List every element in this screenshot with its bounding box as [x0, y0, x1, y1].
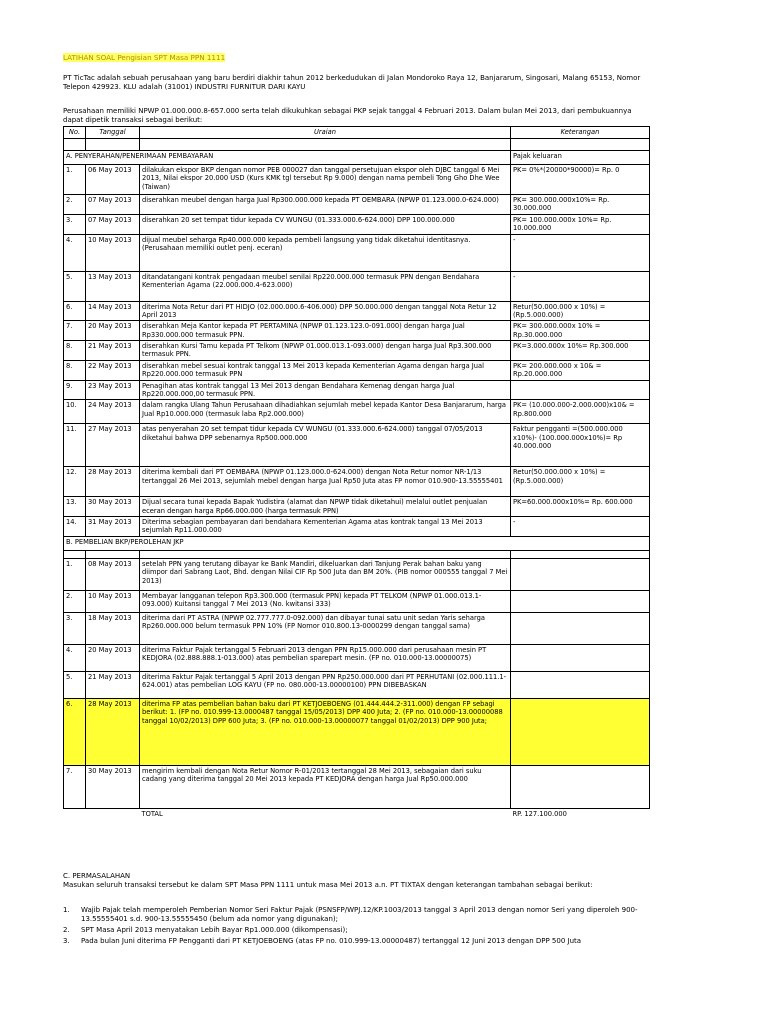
row-date: 07 May 2013 [86, 214, 140, 234]
row-description: diterima FP atas pembelian bahan baku dari PT KETJOEBOENG (01.444.444.2-311.000) dengan FP sebagi berikut: 1. (FP no. 010.999-13.0000487 tanggal 15/05/2013) DPP 400 Juta; 2. (FP no. 010.000-13.00000088 tanggal 10/02/2013) DPP 600 Juta; 3. (FP no. 010.000-13.00000077 tanggal 01/02/2013) DPP 900 Juta; [140, 698, 511, 765]
section-c-list [63, 906, 663, 948]
row-date: 30 May 2013 [86, 765, 140, 808]
row-number: 3. [64, 612, 86, 644]
document-title: LATIHAN SOAL Pengisian SPT Masa PPN 1111 [63, 53, 226, 62]
row-description: dijual meubel seharga Rp40.000.000 kepada pembeli langsung yang tidak diketahui identitasnya. (Perusahaan memiliki outlet penj. eceran) [140, 234, 511, 271]
row-description: diserahkan Meja Kantor kepada PT PERTAMINA (NPWP 01.123.123.0-091.000) dengan harga Jual Rp330.000.000 termasuk PPN. [140, 321, 511, 341]
row-note [511, 558, 650, 590]
row-date: 27 May 2013 [86, 424, 140, 467]
row-date: 24 May 2013 [86, 400, 140, 424]
table-row [64, 400, 650, 424]
table-row [64, 360, 650, 380]
row-number: 1. [64, 165, 86, 195]
list-item-number: 3. [63, 937, 70, 946]
section-a-label: A. PENYERAHAN/PENERIMAAN PEMBAYARAN [64, 151, 511, 165]
list-item [63, 937, 663, 946]
table-row [64, 644, 650, 671]
row-date: 08 May 2013 [86, 558, 140, 590]
table-row [64, 590, 650, 612]
row-note [511, 644, 650, 671]
list-item-number: 1. [63, 906, 70, 914]
row-description: Membayar langganan telepon Rp3.300.000 (termasuk PPN) kepada PT TELKOM (NPWP 01.000.013.1-093.000) Kuitansi tanggal 7 Mei 2013 (No. kwitansi 333) [140, 590, 511, 612]
row-date: 20 May 2013 [86, 321, 140, 341]
list-item-number: 2. [63, 926, 70, 935]
table-row [64, 698, 650, 765]
row-description: diserahkan 20 set tempat tidur kepada CV WUNGU (01.333.000.6-624.000) DPP 100.000.000 [140, 214, 511, 234]
total-row [64, 808, 650, 819]
row-description: diserahkan Kursi Tamu kepada PT Telkom (NPWP 01.000.013.1-093.000) dengan harga Jual Rp3.300.000 termasuk PPN. [140, 341, 511, 361]
row-description: diserahkan meubel dengan harga Jual Rp300.000.000 kepada PT OEMBARA (NPWP 01.123.000.0-624.000) [140, 195, 511, 215]
table-row [64, 517, 650, 537]
row-number: 2. [64, 195, 86, 215]
table-row [64, 497, 650, 517]
row-description: diterima kembali dari PT OEMBARA (NPWP 01.123.000.0-624.000) dengan Nota Retur nomor NR-1/13 tertanggal 26 Mei 2013, sejumlah mebel dengan harga Jual Rp50 Juta atas FP nomor 010.900-13.55555401 [140, 467, 511, 497]
row-description: diterima Faktur Pajak tertanggal 5 April 2013 dengan PPN Rp250.000.000 dari PT PERHUTANI (02.000.111.1-624.001) atas pembelian LOG KAYU (FP no. 080.000-13.00000100) PPN DIBEBASKAN [140, 671, 511, 698]
row-note [511, 698, 650, 765]
row-number: 1. [64, 558, 86, 590]
table-row [64, 321, 650, 341]
row-number: 3. [64, 214, 86, 234]
header-tanggal: Tanggal [86, 127, 140, 139]
row-note: PK= 100.000.000x 10%= Rp. 10.000.000 [511, 214, 650, 234]
row-number: 6. [64, 698, 86, 765]
row-number: 2. [64, 590, 86, 612]
table-row [64, 301, 650, 321]
row-note: Retur(50.000.000 x 10%) = (Rp.5.000.000) [511, 467, 650, 497]
section-b-label: B. PEMBELIAN BKP/PEROLEHAN JKP [64, 536, 650, 550]
table-row [64, 195, 650, 215]
row-note [511, 765, 650, 808]
row-note: Retur(50.000.000 x 10%) = (Rp.5.000.000) [511, 301, 650, 321]
section-b-row [64, 536, 650, 550]
row-number: 14. [64, 517, 86, 537]
row-note: - [511, 517, 650, 537]
table-row [64, 612, 650, 644]
row-description: setelah PPN yang terutang dibayar ke Bank Mandiri, dikeluarkan dari Tanjung Perak bahan baku yang diimpor dari Sabrang Laot, Bhd. dengan Nilai CIF Rp 500 Juta dan BM 20%. (PIB nomor 000555 tanggal 7 Mei 2013) [140, 558, 511, 590]
table-row [64, 214, 650, 234]
list-item-text: Wajib Pajak telah memperoleh Pemberian Nomor Seri Faktur Pajak (PSNSFP/WPJ.12/KP.1003/2013 tanggal 3 April 2013 dengan nomor Seri yang diperoleh 900-13.55555401 s.d. 900-13.55555450 (belum ada nomor yang digunakan); [81, 906, 638, 924]
transactions-table [63, 126, 650, 819]
total-value: RP. 127.100.000 [512, 809, 567, 818]
intro-paragraph-1: PT TicTac adalah sebuah perusahaan yang baru berdiri diakhir tahun 2012 berkedudukan di Jalan Mondoroko Raya 12, Banjararum, Singosari, Malang 65153, Nomor Telepon 429923. KLU adalah (31001) INDUSTRI FURNITUR DARI KAYU [63, 74, 641, 92]
list-item [63, 906, 663, 924]
row-date: 22 May 2013 [86, 360, 140, 380]
row-date: 10 May 2013 [86, 590, 140, 612]
row-number: 8. [64, 341, 86, 361]
table-row [64, 467, 650, 497]
section-c-intro: Masukan seluruh transaksi tersebut ke dalam SPT Masa PPN 1111 untuk masa Mei 2013 a.n. PT TIXTAX dengan keterangan tambahan sebagai berikut: [63, 881, 593, 890]
row-description: diterima Faktur Pajak tertanggal 5 Februari 2013 dengan PPN Rp15.000.000 dari perusahaan mesin PT KEDJORA (02.888.888.1-013.000) atas pembelian sparepart mesin. (FP no. 010.000-13.00000075) [140, 644, 511, 671]
section-a-row [64, 151, 650, 165]
row-number: 7. [64, 765, 86, 808]
row-description: diserahkan mebel sesuai kontrak tanggal 13 Mei 2013 kepada Kementerian Agama dengan harga Jual Rp220.000.000 termasuk PPN [140, 360, 511, 380]
row-date: 28 May 2013 [86, 467, 140, 497]
header-keterangan: Keterangan [511, 127, 650, 139]
row-note: PK=3.000.000x 10%= Rp.300.000 [511, 341, 650, 361]
row-description: Diterima sebagian pembayaran dari bendahara Kementerian Agama atas kontrak tangal 13 Mei 2013 sejumlah Rp11.000.000 [140, 517, 511, 537]
row-note: PK= (10.000.000-2.000.000)x10& = Rp.800.000 [511, 400, 650, 424]
row-description: Dijual secara tunai kepada Bapak Yudistira (alamat dan NPWP tidak diketahui) melalui outlet penjualan eceran dengan harga Rp66.000.000 (harga termasuk PPN) [140, 497, 511, 517]
row-number: 4. [64, 234, 86, 271]
header-uraian: Uraian [140, 127, 511, 139]
row-description: diterima Nota Retur dari PT HIDJO (02.000.000.6-406.000) DPP 50.000.000 dengan tanggal Nota Retur 12 April 2013 [140, 301, 511, 321]
list-item [63, 926, 663, 935]
table-row [64, 234, 650, 271]
row-description: dalam rangka Ulang Tahun Perusahaan dihadiahkan sejumlah mebel kepada Kantor Desa Banjararum, harga Jual Rp10.000.000 (termasuk laba Rp2.000.000) [140, 400, 511, 424]
row-note: PK=60.000.000x10%= Rp. 600.000 [511, 497, 650, 517]
row-description: Penagihan atas kontrak tanggal 13 Mei 2013 dengan Bendahara Kemenag dengan harga Jual Rp220.000.000,00 termasuk PPN. [140, 380, 511, 400]
row-note: - [511, 271, 650, 301]
total-label: TOTAL [141, 809, 163, 818]
list-item-text: Pada bulan Juni diterima FP Pengganti dari PT KETJOEBOENG (atas FP no. 010.999-13.00000487) tertanggal 12 Juni 2013 dengan DPP 500 Juta [81, 937, 582, 946]
row-date: 10 May 2013 [86, 234, 140, 271]
row-number: 7. [64, 321, 86, 341]
row-date: 30 May 2013 [86, 497, 140, 517]
row-note: - [511, 234, 650, 271]
row-date: 13 May 2013 [86, 271, 140, 301]
row-number: 10. [64, 400, 86, 424]
table-row [64, 558, 650, 590]
row-date: 20 May 2013 [86, 644, 140, 671]
row-note: PK= 300.000.000x10%= Rp. 30.000.000 [511, 195, 650, 215]
row-date: 06 May 2013 [86, 165, 140, 195]
section-c-label: C. PERMASALAHAN [63, 872, 131, 880]
row-number: 9. [64, 380, 86, 400]
row-note: PK= 300.000.000x 10% = Rp.30.000.000 [511, 321, 650, 341]
table-row [64, 424, 650, 467]
intro-paragraph-2: Perusahaan memiliki NPWP 01.000.000.8-657.000 serta telah dikukuhkan sebagai PKP sejak tanggal 4 Februari 2013. Dalam bulan Mei 2013, dari pembukuannya dapat dipetik transaksi sebagai berikut: [63, 107, 632, 125]
row-number: 5. [64, 671, 86, 698]
row-description: diterima dari PT ASTRA (NPWP 02.777.777.0-092.000) dan dibayar tunai satu unit sedan Yaris seharga Rp260.000.000 belum termasuk PPN 10% (FP Nomor 010.800.13-0000299 dengan tanggal sama) [140, 612, 511, 644]
row-date: 23 May 2013 [86, 380, 140, 400]
row-note [511, 612, 650, 644]
row-date: 21 May 2013 [86, 671, 140, 698]
row-note: Faktur pengganti =(500.000.000 x10%)- (100.000.000x10%)= Rp 40.000.000 [511, 424, 650, 467]
row-date: 18 May 2013 [86, 612, 140, 644]
row-date: 14 May 2013 [86, 301, 140, 321]
row-number: 13. [64, 497, 86, 517]
section-c [63, 872, 663, 890]
row-number: 11. [64, 424, 86, 467]
table-row [64, 165, 650, 195]
row-description: atas penyerahan 20 set tempat tidur kepada CV WUNGU (01.333.000.6-624.000) tanggal 07/05/2013 diketahui bahwa DPP sebenarnya Rp500.000.000 [140, 424, 511, 467]
table-row [64, 765, 650, 808]
row-number: 4. [64, 644, 86, 671]
row-note: PK= 200.000.000 x 10& = Rp.20.000.000 [511, 360, 650, 380]
row-number: 12. [64, 467, 86, 497]
table-row [64, 671, 650, 698]
header-no: No. [64, 127, 86, 139]
row-note [511, 671, 650, 698]
row-number: 8. [64, 360, 86, 380]
row-number: 6. [64, 301, 86, 321]
row-note [511, 590, 650, 612]
row-number: 5. [64, 271, 86, 301]
table-row [64, 341, 650, 361]
list-item-text: SPT Masa April 2013 menyatakan Lebih Bayar Rp1.000.000 (dikompensasi); [81, 926, 348, 935]
table-row [64, 271, 650, 301]
row-description: ditandatangani kontrak pengadaan meubel senilai Rp220.000.000 termasuk PPN dengan Bendahara Kementerian Agama (22.000.000.4-623.000) [140, 271, 511, 301]
section-a-note: Pajak keluaran [511, 151, 650, 165]
row-description: mengirim kembali dengan Nota Retur Nomor R-01/2013 tertanggal 28 Mei 2013, sebagaian dari suku cadang yang diterima tanggal 20 Mei 2013 kepada PT KEDJORA dengan harga Jual Rp50.000.000 [140, 765, 511, 808]
row-date: 28 May 2013 [86, 698, 140, 765]
row-date: 07 May 2013 [86, 195, 140, 215]
row-description: dilakukan ekspor BKP dengan nomor PEB 000027 dan tanggal persetujuan ekspor oleh DJBC tanggal 6 Mei 2013, Nilai ekspor 20.000 USD (Kurs KMK tgl tersebut Rp 9.000) dengan nama pembeli Tong Gho Dhe Wee (Taiwan) [140, 165, 511, 195]
table-row [64, 380, 650, 400]
row-date: 31 May 2013 [86, 517, 140, 537]
row-note: PK= 0%*(20000*90000)= Rp. 0 [511, 165, 650, 195]
row-note [511, 380, 650, 400]
row-date: 21 May 2013 [86, 341, 140, 361]
